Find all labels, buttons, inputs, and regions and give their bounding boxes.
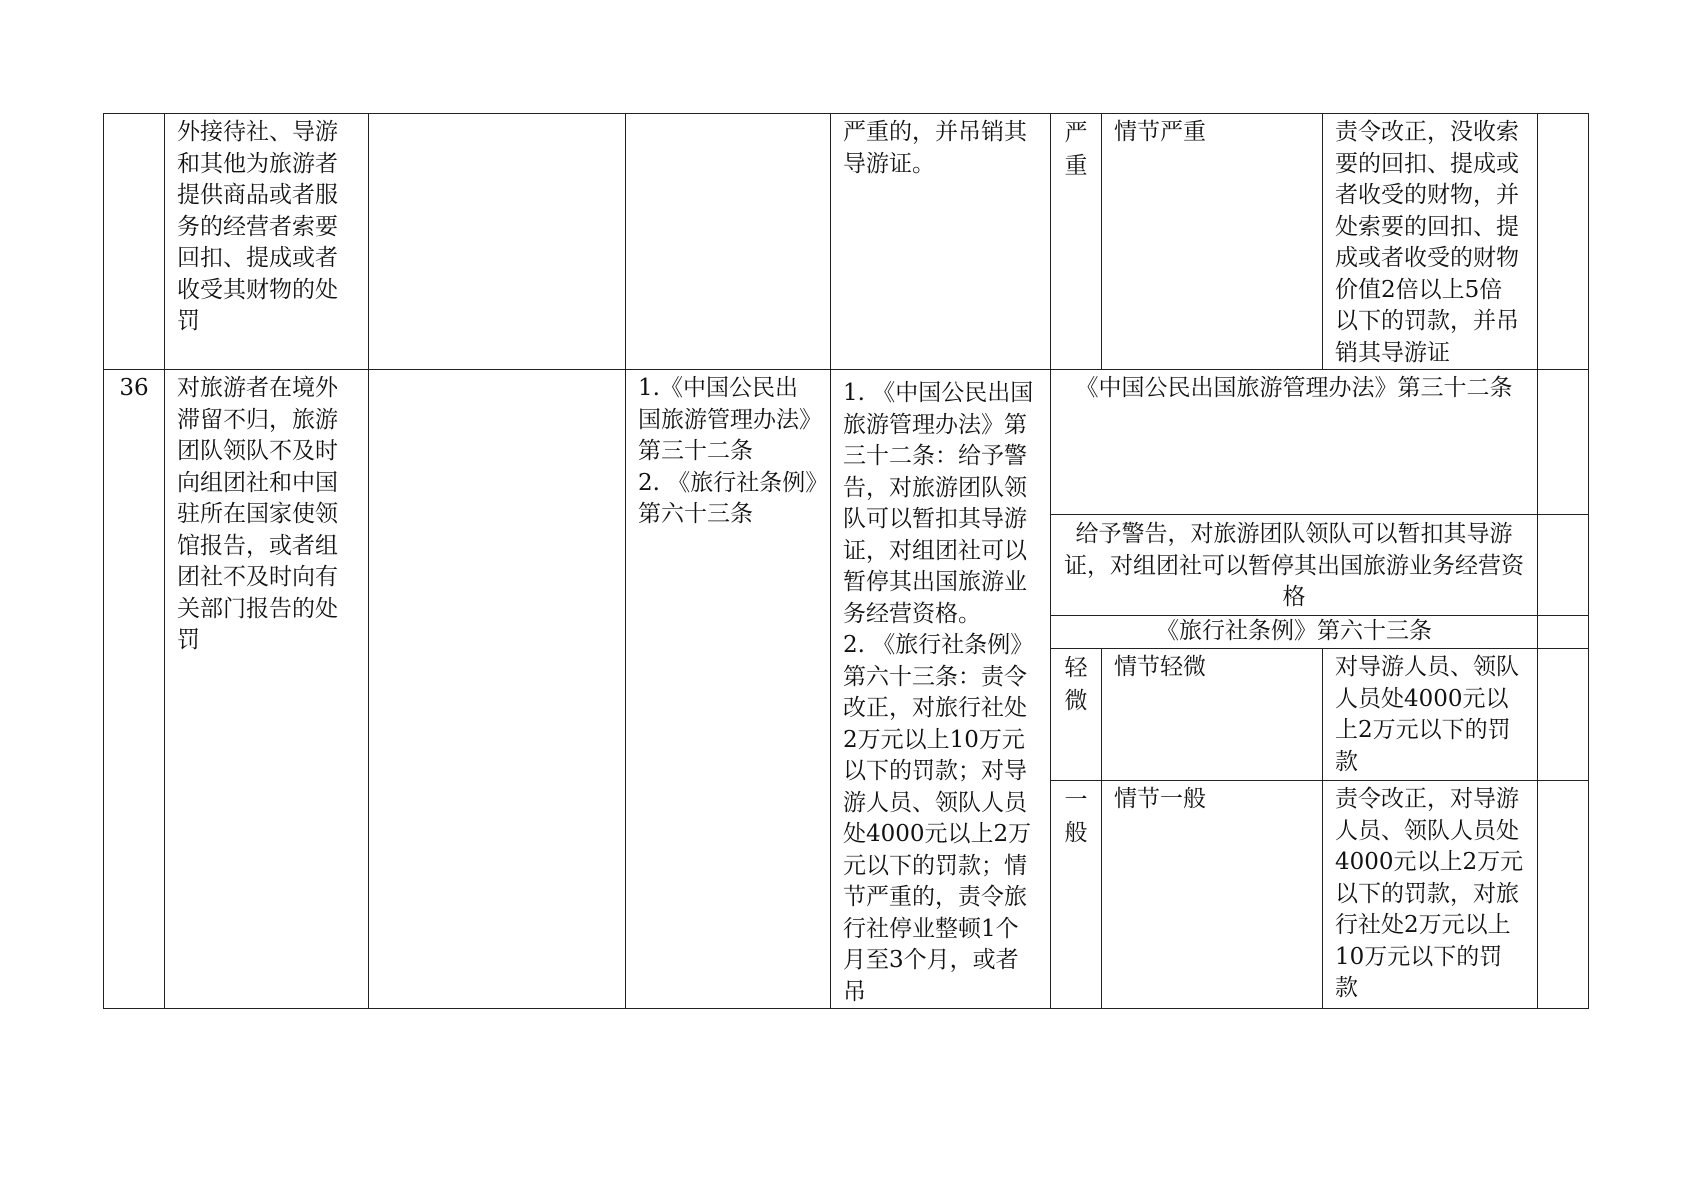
remarks-cell [1538,114,1589,370]
item-name-cell: 外接待社、导游和其他为旅游者提供商品或者服务的经营者索要回扣、提成或者收受其财物的处罚 [165,114,369,370]
severity-level-cell: 严重 [1051,114,1102,370]
law-content-cell: 给予警告，对旅游团队领队可以暂扣其导游证，对组团社可以暂停其出国旅游业务经营资格 [1051,515,1538,616]
row-number-cell [104,114,165,370]
remarks-cell [1538,781,1589,1009]
table-row [104,114,1589,370]
circumstance-cell: 情节一般 [1102,781,1323,1009]
table-row [104,370,1589,515]
item-name-cell: 对旅游者在境外滞留不归，旅游团队领队不及时向组团社和中国驻所在国家使领馆报告，或者组团社不及时向有关部门报告的处罚 [165,370,369,1009]
penalty-standard-cell: 责令改正，没收索要的回扣、提成或者收受的财物，并处索要的回扣、提成或者收受的财物价值2倍以上5倍以下的罚款，并吊销其导游证 [1323,114,1538,370]
penalty-standard-table [103,113,1589,1009]
penalty-clause-cell: 1. 《中国公民出国旅游管理办法》第三十二条：给予警告，对旅游团队领队可以暂扣其导游证，对组团社可以暂停其出国旅游业务经营资格。 2. 《旅行社条例》第六十三条：责令改正，对旅行社处2万元以上10万元以下的罚款；对导游人员、领队人员处4000元以上2万元以下的罚款；情节严重的，责令旅行社停业整顿1个月至3个月，或者吊 [831,370,1051,1009]
empty-cell [369,114,626,370]
penalty-standard-cell: 责令改正，对导游人员、领队人员处4000元以上2万元以下的罚款，对旅行社处2万元以上10万元以下的罚款 [1323,781,1538,1009]
severity-level-cell: 一般 [1051,781,1102,1009]
remarks-cell [1538,616,1589,649]
row-number-cell: 36 [104,370,165,1009]
empty-cell [369,370,626,1009]
law-title-cell: 《中国公民出国旅游管理办法》第三十二条 [1051,370,1538,515]
circumstance-cell: 情节轻微 [1102,649,1323,781]
remarks-cell [1538,515,1589,616]
penalty-clause-cell: 严重的，并吊销其导游证。 [831,114,1051,370]
remarks-cell [1538,649,1589,781]
remarks-cell [1538,370,1589,515]
legal-basis-cell [626,114,831,370]
penalty-standard-cell: 对导游人员、领队人员处4000元以上2万元以下的罚款 [1323,649,1538,781]
circumstance-cell: 情节严重 [1102,114,1323,370]
legal-basis-cell: 1.《中国公民出国旅游管理办法》第三十二条 2. 《旅行社条例》第六十三条 [626,370,831,1009]
law-title-cell: 《旅行社条例》第六十三条 [1051,616,1538,649]
severity-level-cell: 轻微 [1051,649,1102,781]
